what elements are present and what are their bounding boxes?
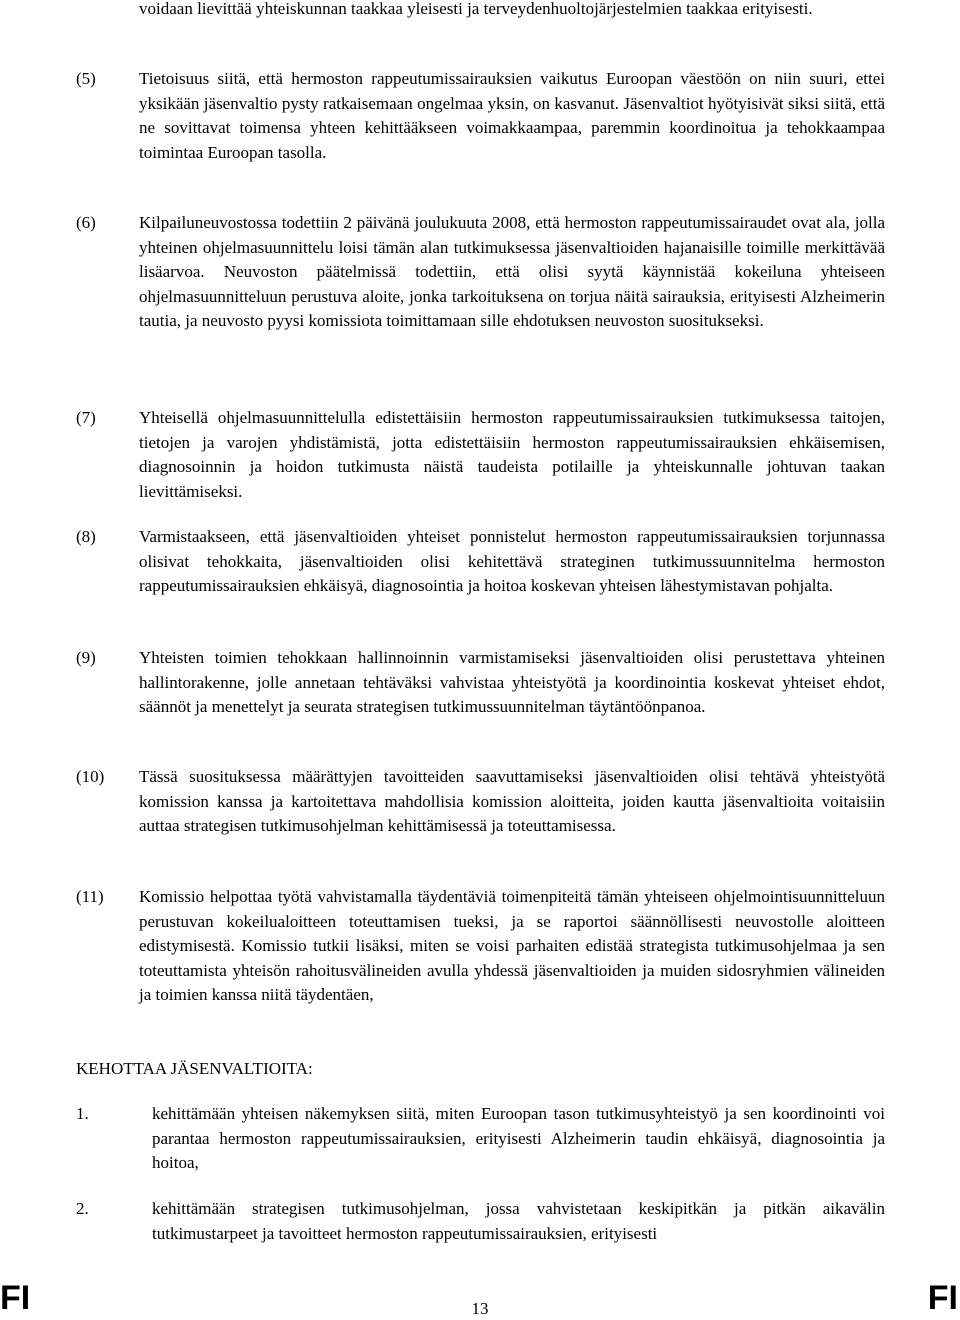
recital-number: (5) <box>76 69 96 88</box>
recital-text: Tietoisuus siitä, että hermoston rappeutumissairauksien vaikutus Euroopan väestöön on niin suuri, ettei yksikään jäsenvaltio pysty ratkaisemaan ongelmaa yksin, on kasvanut. Jäsenvaltiot hyötyisivät siksi siitä, että ne sovittavat toimensa yhteen kehittääkseen voimakkaampaa, paremmin koordinoitua ja tehokkaampaa toimintaa Euroopan tasolla. <box>139 69 885 162</box>
recital-number: (7) <box>76 408 96 427</box>
recital-text: Tässä suosituksessa määrättyjen tavoitteiden saavuttamiseksi jäsenvaltioiden olisi tehtävä yhteistyötä komission kanssa ja kartoitettava mahdollisia komission aloitteita, joiden kautta jäsenvaltioita voitaisiin auttaa strategisen tutkimusohjelman kehittämisessä ja toteuttamisessa. <box>139 767 885 836</box>
recital-number: (11) <box>76 887 104 906</box>
language-code-right: FI <box>927 1279 958 1317</box>
recital-number: (8) <box>76 527 96 546</box>
recital-text: Yhteisellä ohjelmasuunnittelulla edistettäisiin hermoston rappeutumissairauksien tutkimuksessa taitojen, tietojen ja varojen yhdistämistä, jotta edistettäisiin hermoston rappeutumissairauksien ehkäisemisen, diagnosoinnin ja hoidon tutkimusta näistä taudeista potilaille ja yhteiskunnalle johtuvan taakan lievittämiseksi. <box>139 408 885 501</box>
language-code-left: FI <box>0 1279 31 1317</box>
recital-text: Komissio helpottaa työtä vahvistamalla täydentäviä toimenpiteitä tämän yhteiseen ohjelmointisuunnitteluun perustuvan kokeilualoitteen toteuttamisen tueksi, ja se raportoi säännöllisesti neuvostolle aloitteen edistymisestä. Komissio tutkii lisäksi, miten se voisi parhaiten edistää strategista tutkimusohjelmaa ja sen toteuttamista yhteisön rahoitusvälineiden avulla yhdessä jäsenvaltioiden ja muiden sidosryhmien välineiden ja toimien kanssa niitä täydentäen, <box>139 887 885 1005</box>
recital-number: (10) <box>76 767 105 786</box>
section-heading: KEHOTTAA JÄSENVALTIOITA: <box>76 1059 313 1078</box>
list-item-number: 2. <box>76 1199 89 1218</box>
recital-number: (9) <box>76 648 96 667</box>
list-item-text: kehittämään yhteisen näkemyksen siitä, miten Euroopan tason tutkimusyhteistyö ja sen koordinointi voi parantaa hermoston rappeutumissairauksien, erityisesti Alzheimerin taudin ehkäisyä, diagnosointia ja hoitoa, <box>152 1104 885 1173</box>
recital-text: Varmistaakseen, että jäsenvaltioiden yhteiset ponnistelut hermoston rappeutumissairauksien torjunnassa olisivat tehokkaita, jäsenvaltioiden olisi kehitettävä strateginen tutkimussuunnitelma hermoston rappeutumissairauksien ehkäisyä, diagnosointia ja hoitoa koskevan yhteisen lähestymistavan pohjalta. <box>139 527 885 596</box>
list-item-number: 1. <box>76 1104 89 1123</box>
page-number: 13 <box>471 1299 489 1318</box>
list-item-text: kehittämään strategisen tutkimusohjelman, jossa vahvistetaan keskipitkän ja pitkän aikavälin tutkimustarpeet ja tavoitteet hermoston rappeutumissairauksien, erityisesti <box>152 1199 885 1243</box>
recital-number: (6) <box>76 213 96 232</box>
recital-text: Kilpailuneuvostossa todettiin 2 päivänä joulukuuta 2008, että hermoston rappeutumissairaudet ovat ala, jolla yhteinen ohjelmasuunnittelu loisi tämän alan tutkimuksessa jäsenvaltioiden hajanaisille toimille merkittävää lisäarvoa. Neuvoston päätelmissä todettiin, että olisi syytä käynnistää kokeiluna yhteiseen ohjelmasuunnitteluun perustuva aloite, jonka tarkoituksena on torjua näitä sairauksia, erityisesti Alzheimerin tautia, ja neuvosto pyysi komissiota toimittamaan sille ehdotuksen neuvoston suositukseksi. <box>139 213 885 331</box>
recital-text: Yhteisten toimien tehokkaan hallinnoinnin varmistamiseksi jäsenvaltioiden olisi perustettava yhteinen hallintorakenne, jolle annetaan tehtäväksi vahvistaa yhteistyötä ja koordinointia koskevat yhteiset ehdot, säännöt ja menettelyt ja seurata strategisen tutkimussuunnitelman täytäntöönpanoa. <box>139 648 885 717</box>
continuation-paragraph: voidaan lievittää yhteiskunnan taakkaa yleisesti ja terveydenhuoltojärjestelmien taakkaa erityisesti. <box>139 0 813 18</box>
